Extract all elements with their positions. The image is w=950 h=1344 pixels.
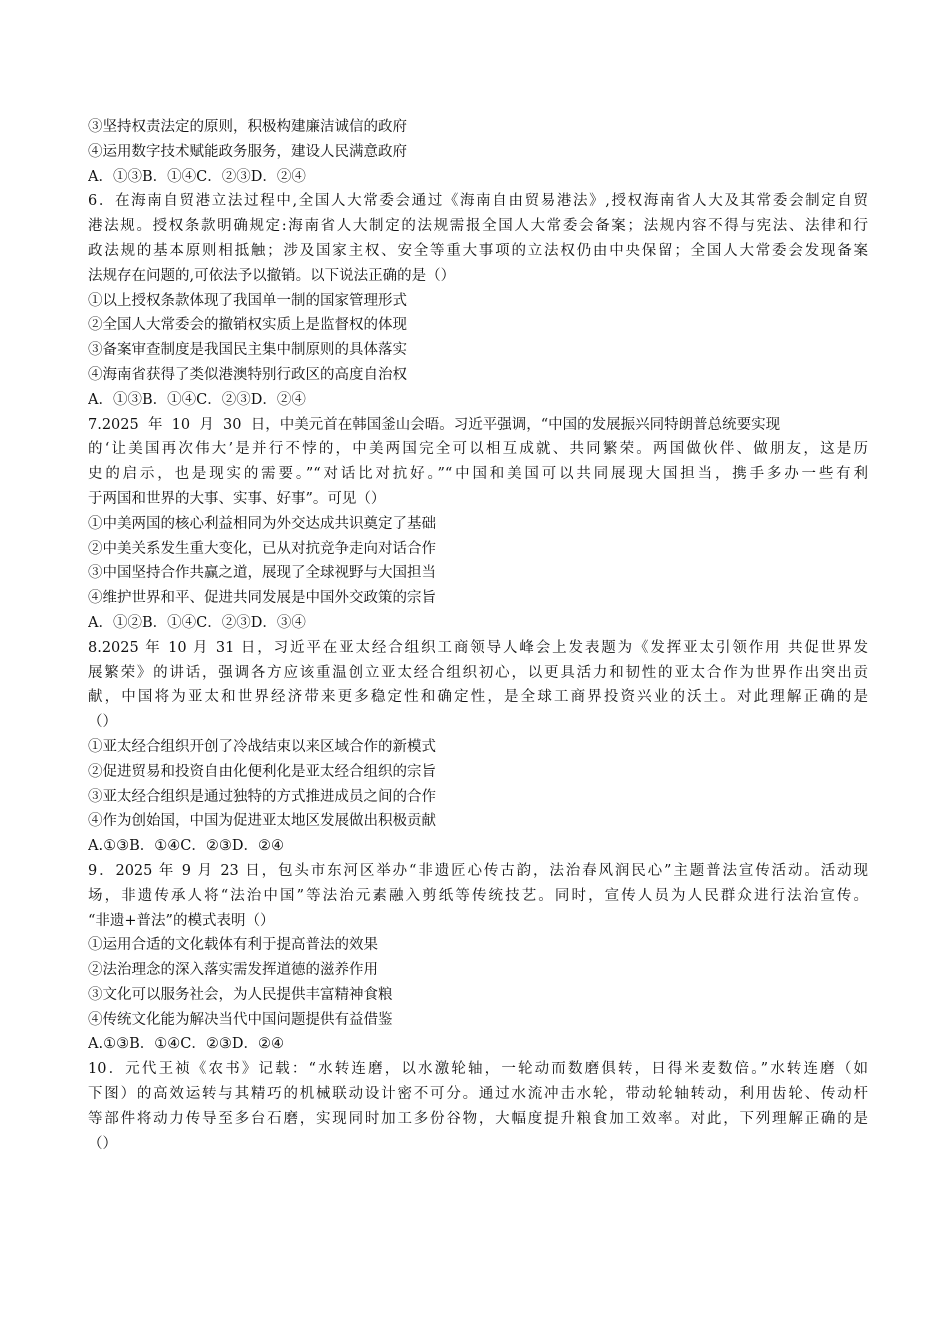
text-line: ④运用数字技术赋能政务服务，建设人民满意政府 [88,143,407,160]
text-line: ④海南省获得了类似港澳特别行政区的高度自治权 [88,366,407,383]
text-line: ①亚太经合组织开创了冷战结束以来区域合作的新模式 [88,738,436,755]
text-line: 7.2025 年 10 月 30 日，中美元首在韩国釜山会晤。习近平强调，“中国的发展振兴同特朗普总统要实现 [88,416,781,433]
text-line: 的‘让美国再次伟大’是并行不悖的，中美两国完全可以相互成就、共同繁荣。两国做伙伴、做朋友，这是历 [88,441,868,458]
text-line: ④维护世界和平、促进共同发展是中国外交政策的宗旨 [88,590,436,607]
text-line: （） [88,1135,117,1152]
question-text-body [88,115,868,1156]
text-line: ②中美关系发生重大变化，已从对抗竞争走向对话合作 [88,540,436,557]
text-line: ①运用合适的文化载体有利于提高普法的效果 [88,937,378,954]
text-line: ③备案审查制度是我国民主集中制原则的具体落实 [88,342,407,359]
text-line: A．①③B．①④C．②③D．②④ [88,168,306,185]
text-line: ①以上授权条款体现了我国单一制的国家管理形式 [88,292,407,309]
text-line: 9．2025 年 9 月 23 日，包头市东河区举办“非遗匠心传古韵，法治春风润民心”主题普法宣传活动。活动现 [88,862,868,879]
text-line: 史的启示，也是现实的需要。”“对话比对抗好。”“中国和美国可以共同展现大国担当，携手多办一些有利 [88,466,868,483]
text-line: ③中国坚持合作共赢之道，展现了全球视野与大国担当 [88,565,436,582]
text-line: 10．元代王祯《农书》记载：“水转连磨，以水激轮轴，一轮动而数磨俱转，日得米麦数倍。”水转连磨（如 [88,1061,868,1078]
text-line: 献，中国将为亚太和世界经济带来更多稳定性和确定性，是全球工商界投资兴业的沃土。对此理解正确的是 [88,689,868,706]
text-line: A.①③B．①④C．②③D．②④ [88,1036,284,1053]
text-line: 6．在海南自贸港立法过程中,全国人大常委会通过《海南自由贸易港法》,授权海南省人大及其常委会制定自贸 [88,193,868,210]
text-line: A.①③B．①④C．②③D．②④ [88,838,284,855]
text-line: ③坚持权责法定的原则，积极构建廉洁诚信的政府 [88,119,407,135]
text-line: 等部件将动力传导至多台石磨，实现同时加工多份谷物，大幅度提升粮食加工效率。对此，下列理解正确的是 [88,1110,868,1127]
text-line: ②法治理念的深入落实需发挥道德的滋养作用 [88,962,378,979]
text-line: 场，非遗传承人将“法治中国”等法治元素融入剪纸等传统技艺。同时，宣传人员为人民群众进行法治宣传。 [88,887,868,904]
text-line: 港法规。授权条款明确规定:海南省人大制定的法规需报全国人大常委会备案；法规内容不得与宪法、法律和行 [88,218,868,235]
text-line: ④作为创始国，中国为促进亚太地区发展做出积极贡献 [88,813,436,830]
text-line: ③文化可以服务社会，为人民提供丰富精神食粮 [88,986,393,1003]
text-line: 政法规的基本原则相抵触；涉及国家主权、安全等重大事项的立法权仍由中央保留；全国人大常委会发现备案 [88,242,868,259]
text-line: 法规存在问题的,可依法予以撤销。以下说法正确的是（） [88,267,456,284]
text-line: 于两国和世界的大事、实事、好事”。可见（） [88,490,386,507]
text-line: ④传统文化能为解决当代中国问题提供有益借鉴 [88,1011,393,1028]
text-line: A．①③B．①④C．②③D．②④ [88,391,306,408]
text-line: 8.2025 年 10 月 31 日，习近平在亚太经合组织工商领导人峰会上发表题为《发挥亚太引领作用 共促世界发 [88,639,868,656]
text-line: 下图）的高效运转与其精巧的机械联动设计密不可分。通过水流冲击水轮，带动轮轴转动，利用齿轮、传动杆 [88,1086,868,1103]
text-line: （） [88,714,117,731]
text-line: ③亚太经合组织是通过独特的方式推进成员之间的合作 [88,788,436,805]
text-line: ②全国人大常委会的撤销权实质上是监督权的体现 [88,317,407,334]
text-line: A．①②B．①④C．②③D．③④ [88,614,306,631]
text-line: 展繁荣》的讲话，强调各方应该重温创立亚太经合组织初心，以更具活力和韧性的亚太合作为世界作出突出贡 [88,664,868,681]
text-line: ②促进贸易和投资自由化便利化是亚太经合组织的宗旨 [88,763,436,780]
text-line: “非遗+普法”的模式表明（） [88,912,275,929]
text-line: ①中美两国的核心利益相同为外交达成共识奠定了基础 [88,515,436,532]
